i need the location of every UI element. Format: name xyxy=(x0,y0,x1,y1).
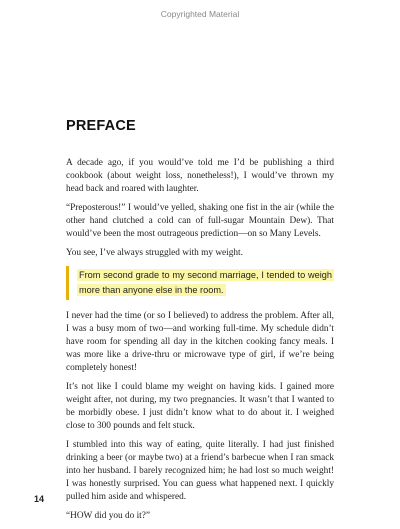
pull-quote xyxy=(66,266,334,300)
paragraph: It’s not like I could blame my weight on having kids. I gained more weight after, not during, my two pregnancies. It wasn’t that I wanted to be morbidly obese. I just didn’t know what to do about it. I weighed close to 300 pounds and felt stuck. xyxy=(66,382,334,431)
paragraph: I stumbled into this way of eating, quite literally. I had just finished drinking a beer (or maybe two) at a friend’s barbecue when I ran smack into her husband. I barely recognized him; he had lost so much weight! I was honestly surprised. You can guess what happened next. I quickly pulled him aside and whispered. xyxy=(66,440,334,502)
pull-quote-text: From second grade to my second marriage, I tended to weigh more than anyone else in the room. xyxy=(79,270,332,295)
body-text xyxy=(66,157,334,529)
paragraph: A decade ago, if you would’ve told me I’d be publishing a third cookbook (about weight loss, nonetheless!), I would’ve thrown my head back and roared with laughter. xyxy=(66,158,334,194)
page-number: 14 xyxy=(34,494,45,504)
copyright-watermark: Copyrighted Material xyxy=(160,9,240,19)
paragraph: You see, I’ve always struggled with my weight. xyxy=(66,248,243,258)
paragraph: “HOW did you do it?” xyxy=(66,511,150,521)
paragraph: “Preposterous!” I would’ve yelled, shaking one fist in the air (while the other hand clutched a cold can of full-sugar Mountain Dew). That would’ve been the most outrageous prediction—on so Many Levels. xyxy=(66,203,334,239)
page-title: PREFACE xyxy=(66,118,136,134)
paragraph: I never had the time (or so I believed) to address the problem. After all, I was a busy mom of two—and working full-time. My schedule didn’t have room for spending all day in the kitchen cooking fancy meals. I was more like a drive-thru or microwave type of girl, if we’re being completely honest! xyxy=(66,311,334,373)
